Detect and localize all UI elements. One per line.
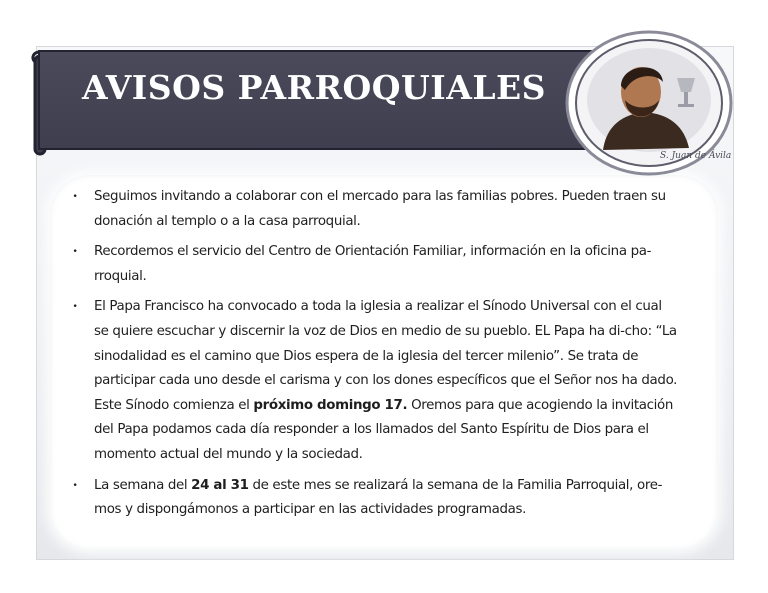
notice-item [70, 240, 680, 289]
notice-item [70, 295, 680, 467]
bullet-icon: • [72, 480, 78, 491]
highlighted-date: próximo domingo 17. [253, 397, 408, 413]
notice-item [70, 474, 680, 523]
highlighted-date: 24 al 31 [191, 477, 249, 493]
bullet-icon: • [72, 302, 78, 313]
notice-text: de este mes se realizará la semana de la Familia Parroquial, ore-mos y dispongámonos a participar en las actividades programadas. [94, 477, 663, 518]
bullet-icon: • [72, 192, 78, 202]
notice-text: Seguimos invitando a colaborar con el mercado para las familias pobres. Pueden traen su donación al templo o a la casa parroquial. [94, 189, 666, 229]
notice-item [70, 185, 680, 234]
medallion-caption: S. Juan de Ávila [660, 151, 732, 161]
notice-text: La semana del [94, 477, 192, 493]
saint-portrait-icon [565, 30, 733, 176]
notice-text: Oremos para que acogiendo la invitación del Papa podamos cada día responder a los llamados del Santo Espíritu de Dios para el momento actual del mundo y la sociedad. [94, 397, 673, 462]
bullet-icon: • [72, 247, 78, 258]
page-title: AVISOS PARROQUIALES [82, 68, 547, 107]
notice-text: El Papa Francisco ha convocado a toda la iglesia a realizar el Sínodo Universal con el cual se quiere escuchar y discernir la voz de Dios en medio de su pueblo. EL Papa ha di-cho: “La sinodalidad es el camino que Dios espera de la iglesia del tercer milenio”. Se trata de participar cada uno desde el carisma y con los dones específicos que el Señor nos ha dado. Este Sínodo comienza el [94, 299, 678, 413]
notice-list [70, 185, 680, 529]
notice-text: Recordemos el servicio del Centro de Orientación Familiar, información en la oficina pa-rroquial. [94, 244, 652, 284]
